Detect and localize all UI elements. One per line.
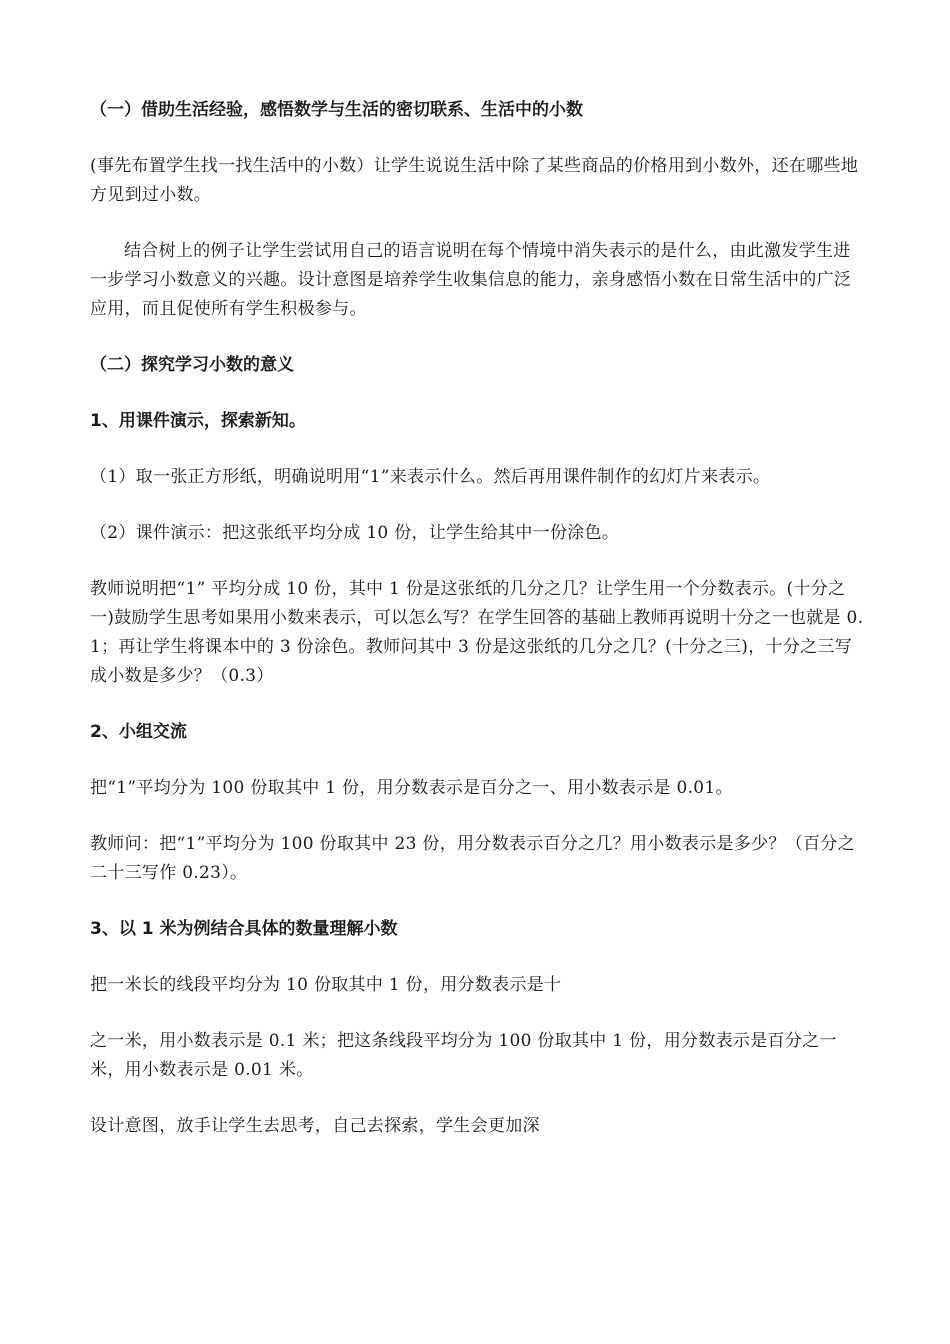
step2-heading: 2、小组交流: [90, 722, 187, 742]
section1-paragraph-2: 结合树上的例子让学生尝试用自己的语言说明在每个情境中消失表示的是什么，由此激发学生进一步学习小数意义的兴趣。设计意图是培养学生收集信息的能力，亲身感悟小数在日常生活中的广泛应用，而且促使所有学生积极参与。: [90, 241, 852, 319]
step1-paragraph: 教师说明把“1” 平均分成 10 份，其中 1 份是这张纸的几分之几？让学生用一个分数表示。(十分之一)鼓励学生思考如果用小数来表示，可以怎么写？在学生回答的基础上教师再说明十分之一也就是 0.1；再让学生将课本中的 3 份涂色。教师问其中 3 份是这张纸的几分之几？(十分之三)，十分之三写成小数是多少？（0.3）: [90, 579, 864, 686]
step1-item-2: （2）课件演示：把这张纸平均分成 10 份，让学生给其中一份涂色。: [90, 523, 620, 543]
step1-item-1: （1）取一张正方形纸，明确说明用“1”来表示什么。然后再用课件制作的幻灯片来表示。: [90, 467, 771, 487]
step3-heading: 3、以 1 米为例结合具体的数量理解小数: [90, 919, 398, 939]
step3-paragraph-1: 把一米长的线段平均分为 10 份取其中 1 份，用分数表示是十: [90, 975, 562, 995]
step3-paragraph-3: 设计意图，放手让学生去思考，自己去探索，学生会更加深: [90, 1116, 540, 1136]
section1-paragraph-1: (事先布置学生找一找生活中的小数）让学生说说生活中除了某些商品的价格用到小数外，还在哪些地方见到过小数。: [90, 156, 859, 205]
section2-heading: （二）探究学习小数的意义: [90, 355, 294, 375]
step1-heading: 1、用课件演示，探索新知。: [90, 411, 306, 431]
section1-heading: （一）借助生活经验，感悟数学与生活的密切联系、生活中的小数: [90, 100, 583, 120]
step2-paragraph-1: 把“1”平均分为 100 份取其中 1 份，用分数表示是百分之一、用小数表示是 0.01。: [90, 778, 733, 798]
step2-paragraph-2: 教师问：把“1”平均分为 100 份取其中 23 份，用分数表示百分之几？用小数表示是多少？（百分之二十三写作 0.23）。: [90, 834, 855, 883]
step3-paragraph-2: 之一米，用小数表示是 0.1 米；把这条线段平均分为 100 份取其中 1 份，用分数表示是百分之一米，用小数表示是 0.01 米。: [90, 1031, 837, 1080]
document-body: [90, 96, 865, 1141]
